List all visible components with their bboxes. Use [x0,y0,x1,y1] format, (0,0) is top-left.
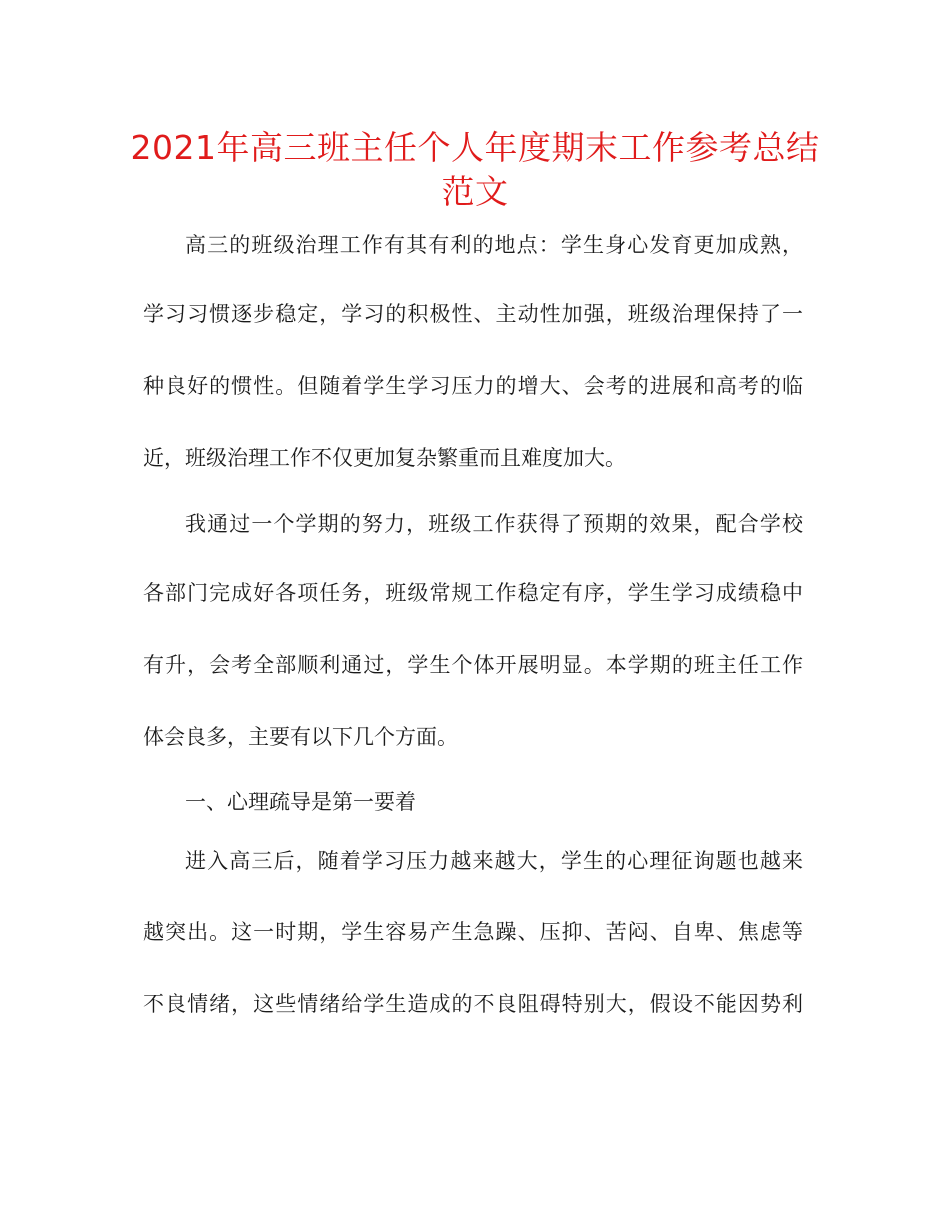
paragraph-2-line-4: 体会良多，主要有以下几个方面。 [143,725,458,749]
paragraph-3-line-1: 进入高三后，随着学习压力越来越大，学生的心理征询题也越来 [185,849,803,873]
document-title-line-1: 2021年高三班主任个人年度期末工作参考总结 [130,128,820,167]
paragraph-1-line-2: 学习习惯逐步稳定，学习的积极性、主动性加强，班级治理保持了一 [143,302,803,326]
section-heading-1: 一、心理疏导是第一要着 [185,790,416,814]
paragraph-1-line-1: 高三的班级治理工作有其有利的地点：学生身心发育更加成熟， [185,233,803,257]
paragraph-1-line-3: 种良好的惯性。但随着学生学习压力的增大、会考的进展和高考的临 [143,374,803,398]
paragraph-2-line-1: 我通过一个学期的努力，班级工作获得了预期的效果，配合学校 [185,512,803,536]
paragraph-1-line-4: 近，班级治理工作不仅更加复杂繁重而且难度加大。 [143,446,626,470]
paragraph-3-line-2: 越突出。这一时期，学生容易产生急躁、压抑、苦闷、自卑、焦虑等 [143,920,803,944]
document-title-line-2: 范文 [441,172,509,211]
paragraph-3-line-3: 不良情绪，这些情绪给学生造成的不良阻碍特别大，假设不能因势利 [143,992,803,1016]
paragraph-2-line-2: 各部门完成好各项任务，班级常规工作稳定有序，学生学习成绩稳中 [143,581,803,605]
paragraph-2-line-3: 有升，会考全部顺利通过，学生个体开展明显。本学期的班主任工作 [143,653,803,677]
